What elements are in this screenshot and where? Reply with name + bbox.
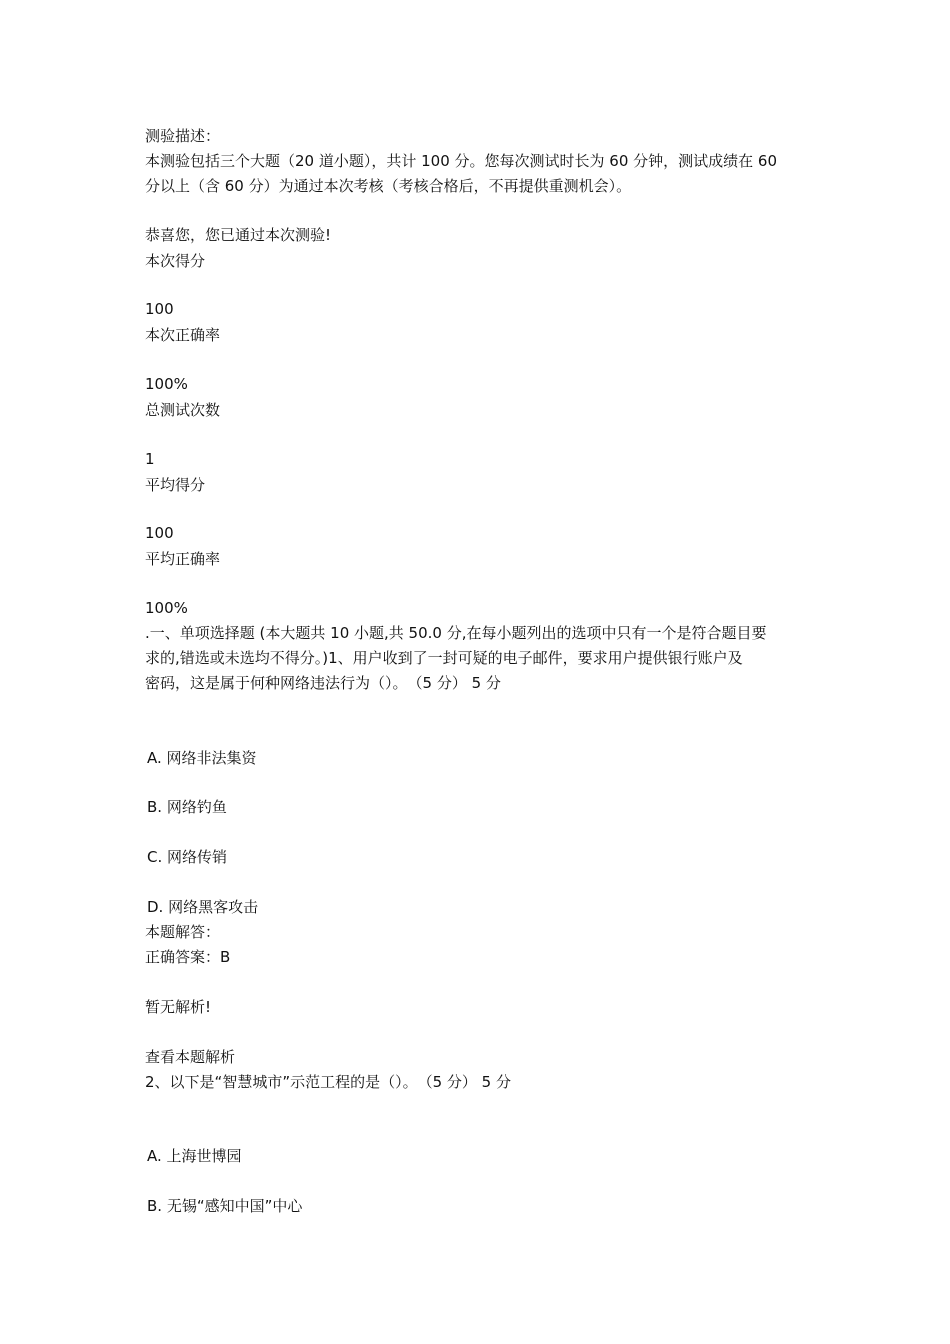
total-attempts-label: 总测试次数	[145, 401, 221, 419]
q1-correct-answer: 正确答案：B	[145, 948, 231, 966]
score-value: 100	[145, 300, 174, 318]
section-heading-line2: 求的,错选或未选均不得分。)1、用户收到了一封可疑的电子邮件，要求用户提供银行账户及	[145, 649, 743, 667]
accuracy-value: 100%	[145, 375, 188, 393]
section-heading-line1: .一、单项选择题 (本大题共 10 小题,共 50.0 分,在每小题列出的选项中只有一个是符合题目要	[145, 624, 767, 642]
q1-option-a[interactable]: A. 网络非法集资	[147, 749, 257, 767]
q1-option-d[interactable]: D. 网络黑客攻击	[147, 898, 259, 916]
average-score-label: 平均得分	[145, 476, 206, 494]
q2-option-b[interactable]: B. 无锡“感知中国”中心	[147, 1197, 303, 1215]
q2-option-a[interactable]: A. 上海世博园	[147, 1147, 242, 1165]
q1-analysis-text: 暂无解析!	[145, 998, 212, 1016]
q1-option-c[interactable]: C. 网络传销	[147, 848, 228, 866]
q1-answer-label: 本题解答：	[145, 923, 221, 941]
question-2-stem: 2、以下是“智慧城市”示范工程的是（）。 （5 分） 5 分	[145, 1073, 511, 1091]
intro-label: 测验描述：	[145, 127, 221, 145]
intro-text-line2: 分以上（含 60 分）为通过本次考核（考核合格后，不再提供重测机会）。	[145, 177, 632, 195]
question-1-stem: 密码，这是属于何种网络违法行为（）。 （5 分） 5 分	[145, 674, 501, 692]
total-attempts-value: 1	[145, 450, 155, 468]
score-label: 本次得分	[145, 252, 206, 270]
average-score-value: 100	[145, 524, 174, 542]
q1-option-b[interactable]: B. 网络钓鱼	[147, 798, 227, 816]
accuracy-label: 本次正确率	[145, 326, 221, 344]
average-accuracy-label: 平均正确率	[145, 550, 221, 568]
intro-text-line1: 本测验包括三个大题（20 道小题），共计 100 分。您每次测试时长为 60 分钟，测试成绩在 60	[145, 152, 778, 170]
q1-view-analysis-link[interactable]: 查看本题解析	[145, 1048, 236, 1066]
congrats-message: 恭喜您，您已通过本次测验!	[145, 226, 332, 244]
average-accuracy-value: 100%	[145, 599, 188, 617]
